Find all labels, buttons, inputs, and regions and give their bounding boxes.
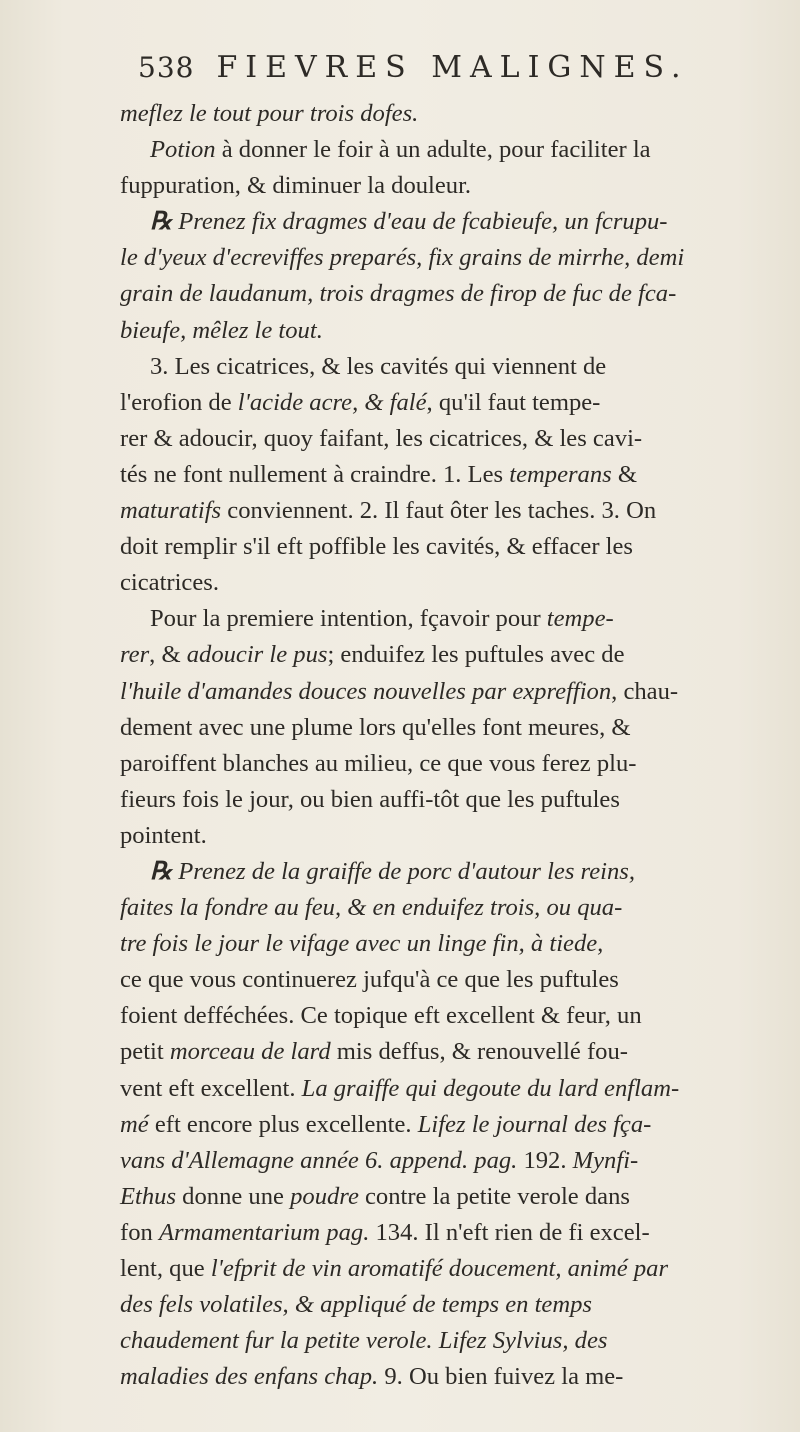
italic-text: mé [120, 1110, 149, 1138]
italic-text: maturatifs [120, 497, 222, 525]
roman-text: pointent. [120, 821, 207, 849]
roman-text: doit remplir s'il eft poffible les cavités, & effacer les [120, 533, 633, 561]
roman-text: , qu'il faut tempe- [426, 388, 601, 416]
page-number: 538 [138, 51, 195, 84]
roman-text: paroiffent blanches au milieu, ce que vous ferez plu- [120, 749, 637, 777]
italic-text: Lifez le journal des fça- [417, 1110, 652, 1138]
text-line [120, 926, 790, 962]
italic-text: Prenez fix dragmes d'eau de fcabieufe, un fcrupu- [172, 208, 668, 236]
text-line [120, 168, 790, 204]
running-head: FIEVRES MALIGNES. [216, 50, 689, 85]
text-line [120, 204, 790, 240]
italic-text: meflez le tout pour trois dofes. [120, 100, 419, 127]
text-line [120, 1251, 790, 1287]
text-line [120, 637, 790, 673]
text-line [120, 96, 790, 132]
roman-text: eft encore plus excellente. [148, 1110, 418, 1138]
text-line [120, 1359, 790, 1395]
roman-text: foient defféchées. Ce topique eft excellent & feur, un [120, 1002, 642, 1030]
italic-text: Ethus [120, 1182, 177, 1210]
roman-text: fuppuration, & diminuer la douleur. [120, 172, 472, 200]
recipe-symbol: ℞ [150, 208, 173, 236]
text-line [120, 601, 790, 637]
text-line [120, 385, 790, 421]
roman-text: 192. [517, 1146, 573, 1174]
italic-text: grain de laudanum, trois dragmes de firop de fuc de fca- [120, 280, 677, 308]
text-line [120, 313, 790, 349]
text-line [120, 1215, 790, 1251]
text-line [120, 457, 790, 493]
italic-text: l'huile d'amandes douces nouvelles par expreffion [120, 677, 612, 705]
italic-text: tre fois le jour le vifage avec un linge fin, à tiede, [120, 930, 604, 958]
roman-text: à donner le foir à un adulte, pour faciliter la [215, 136, 651, 164]
italic-text: Potion [150, 136, 216, 164]
roman-text: & [611, 460, 638, 488]
text-line [120, 1034, 790, 1070]
text-line [120, 962, 790, 998]
roman-text: , chau- [611, 677, 679, 705]
roman-text: rer & adoucir, quoy faifant, les cicatrices, & les cavi- [120, 424, 643, 452]
italic-text: le d'yeux d'ecreviffes preparés, fix grains de mirrhe, demi [120, 244, 685, 272]
recipe-symbol: ℞ [150, 857, 173, 885]
roman-text: vent eft excellent. [120, 1074, 302, 1102]
roman-text: lent, que [120, 1255, 211, 1282]
roman-text: mis deffus, & renouvellé fou- [330, 1038, 628, 1066]
roman-text: Pour la premiere intention, fçavoir pour [150, 605, 547, 633]
text-line [120, 529, 790, 565]
roman-text: 9. Ou bien fuivez la me- [378, 1363, 624, 1391]
roman-text: donne une [176, 1182, 291, 1210]
text-line [120, 1107, 790, 1143]
text-line [120, 890, 790, 926]
italic-text: chaudement fur la petite verole. Lifez Sylvius, des [120, 1327, 608, 1355]
text-line [120, 276, 790, 312]
italic-text: vans d'Allemagne année 6. append. pag. [120, 1146, 518, 1174]
text-line [120, 998, 790, 1034]
roman-text: fieurs fois le jour, ou bien auffi-tôt que les puftules [120, 785, 620, 813]
italic-text: morceau de lard [169, 1038, 331, 1066]
text-line [120, 421, 790, 457]
italic-text: La graiffe qui degoute du lard enflam- [301, 1074, 680, 1102]
text-line [120, 746, 790, 782]
italic-text: tempe- [546, 605, 614, 633]
italic-text: adoucir le pus [186, 641, 328, 669]
page-header [138, 50, 778, 96]
roman-text: ; enduifez les puftules avec de [327, 641, 625, 669]
italic-text: bieufe, mêlez le tout. [120, 316, 323, 344]
text-line [120, 565, 790, 601]
roman-text: fon [120, 1218, 159, 1246]
text-line [120, 349, 790, 385]
roman-text: tés ne font nullement à craindre. 1. Les [120, 460, 510, 488]
italic-text: des fels volatiles, & appliqué de temps en temps [120, 1291, 592, 1319]
text-line [120, 240, 790, 276]
italic-text: l'acide acre, & falé [237, 388, 427, 416]
italic-text: l'efprit de vin aromatifé doucement, animé par [210, 1255, 669, 1282]
roman-text: contre la petite verole dans [358, 1182, 630, 1210]
roman-text: ce que vous continuerez jufqu'à ce que les puftules [120, 966, 619, 994]
text-line [120, 1287, 790, 1323]
roman-text: 134. Il n'eft rien de fi excel- [369, 1218, 650, 1246]
text-line [120, 1071, 790, 1107]
roman-text: petit [120, 1038, 170, 1066]
roman-text: cicatrices. [120, 569, 219, 597]
roman-text: , & [149, 641, 187, 669]
text-line [120, 1323, 790, 1359]
italic-text: Mynfi- [572, 1146, 639, 1174]
roman-text: conviennent. 2. Il faut ôter les taches. 3. On [221, 497, 657, 525]
italic-text: rer [120, 641, 150, 669]
italic-text: poudre [290, 1182, 359, 1210]
italic-text: Armamentarium pag. [158, 1218, 370, 1246]
text-line [120, 1143, 790, 1179]
text-line [120, 493, 790, 529]
text-line [120, 854, 790, 890]
roman-text: 3. Les cicatrices, & les cavités qui viennent de [150, 352, 607, 380]
italic-text: faites la fondre au feu, & en enduifez trois, ou qua- [120, 894, 623, 922]
roman-text: l'erofion de [120, 388, 238, 416]
text-line [120, 710, 790, 746]
body-text [120, 96, 790, 1395]
italic-text: temperans [509, 460, 612, 488]
italic-text: maladies des enfans chap. [120, 1363, 379, 1391]
text-line [120, 1179, 790, 1215]
text-line [120, 782, 790, 818]
text-line [120, 818, 790, 854]
text-line [120, 674, 790, 710]
italic-text: Prenez de la graiffe de porc d'autour les reins, [172, 857, 635, 885]
text-line [120, 132, 790, 168]
roman-text: dement avec une plume lors qu'elles font meures, & [120, 713, 631, 741]
